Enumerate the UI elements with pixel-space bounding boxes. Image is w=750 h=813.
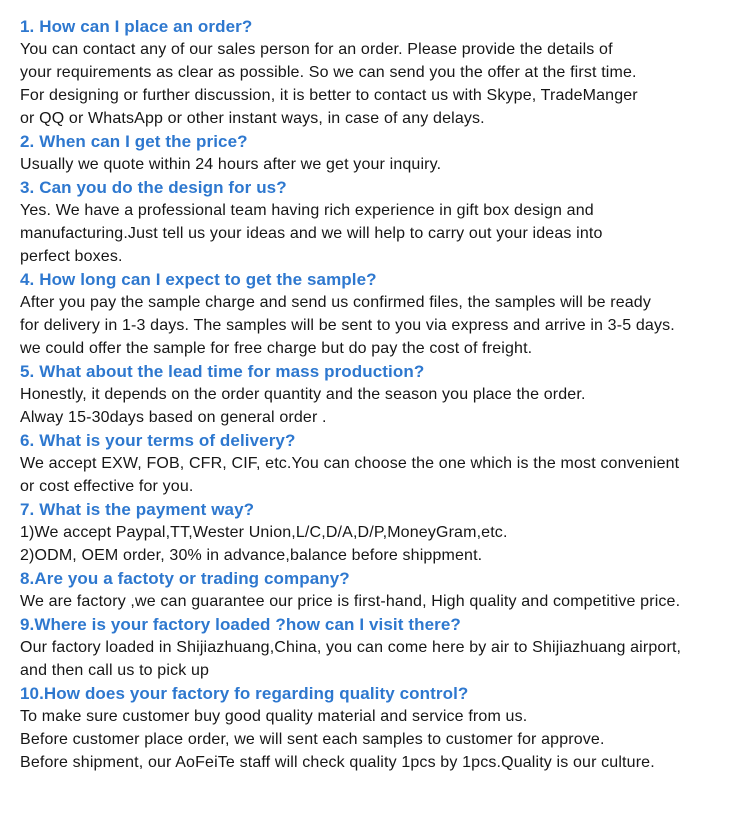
faq-answer-line: For designing or further discussion, it is better to contact us with Skype, TradeManger	[20, 87, 638, 104]
faq-answer-line: Usually we quote within 24 hours after we get your inquiry.	[20, 156, 442, 173]
faq-section	[20, 15, 750, 130]
faq-answer	[20, 153, 750, 176]
faq-answer	[20, 383, 750, 429]
faq-answer-line: perfect boxes.	[20, 248, 123, 265]
faq-answer	[20, 521, 750, 567]
faq-answer	[20, 199, 750, 268]
faq-answer	[20, 38, 750, 130]
faq-section	[20, 429, 750, 498]
faq-answer-line: we could offer the sample for free charge but do pay the cost of freight.	[20, 340, 533, 357]
faq-section	[20, 682, 750, 774]
faq-answer-line: your requirements as clear as possible. So we can send you the offer at the first time.	[20, 64, 637, 81]
faq-question: 4. How long can I expect to get the sample?	[20, 270, 377, 289]
faq-answer	[20, 452, 750, 498]
faq-question: 1. How can I place an order?	[20, 17, 253, 36]
faq-question: 6. What is your terms of delivery?	[20, 431, 296, 450]
faq-answer-line: Alway 15-30days based on general order .	[20, 409, 327, 426]
faq-question: 2. When can I get the price?	[20, 132, 248, 151]
faq-answer-line: 1)We accept Paypal,TT,Wester Union,L/C,D/A,D/P,MoneyGram,etc.	[20, 524, 508, 541]
faq-section	[20, 268, 750, 360]
faq-section	[20, 567, 750, 613]
faq-answer-line: You can contact any of our sales person for an order. Please provide the details of	[20, 41, 613, 58]
faq-question: 7. What is the payment way?	[20, 500, 255, 519]
faq-section	[20, 498, 750, 567]
faq-answer-line: manufacturing.Just tell us your ideas and we will help to carry out your ideas into	[20, 225, 603, 242]
faq-answer-line: Before shipment, our AoFeiTe staff will check quality 1pcs by 1pcs.Quality is our culture.	[20, 754, 655, 771]
faq-answer-line: Our factory loaded in Shijiazhuang,China, you can come here by air to Shijiazhuang airport,	[20, 639, 682, 656]
faq-answer	[20, 636, 750, 682]
faq-answer-line: Before customer place order, we will sent each samples to customer for approve.	[20, 731, 605, 748]
faq-answer-line: or cost effective for you.	[20, 478, 194, 495]
faq-section	[20, 360, 750, 429]
faq-answer-line: or QQ or WhatsApp or other instant ways, in case of any delays.	[20, 110, 485, 127]
faq-question: 9.Where is your factory loaded ?how can I visit there?	[20, 615, 461, 634]
faq-answer	[20, 705, 750, 774]
faq-answer-line: Yes. We have a professional team having rich experience in gift box design and	[20, 202, 594, 219]
faq-answer-line: for delivery in 1-3 days. The samples will be sent to you via express and arrive in 3-5 days.	[20, 317, 675, 334]
faq-answer-line: and then call us to pick up	[20, 662, 210, 679]
faq-question: 8.Are you a factoty or trading company?	[20, 569, 350, 588]
faq-answer-line: To make sure customer buy good quality material and service from us.	[20, 708, 528, 725]
faq-answer-line: We accept EXW, FOB, CFR, CIF, etc.You can choose the one which is the most convenient	[20, 455, 680, 472]
faq-answer-line: After you pay the sample charge and send us confirmed files, the samples will be ready	[20, 294, 652, 311]
faq-section	[20, 130, 750, 176]
faq-answer	[20, 590, 750, 613]
faq-answer-line: We are factory ,we can guarantee our price is first-hand, High quality and competitive price.	[20, 593, 681, 610]
faq-answer-line: 2)ODM, OEM order, 30% in advance,balance before shippment.	[20, 547, 483, 564]
faq-question: 5. What about the lead time for mass production?	[20, 362, 425, 381]
faq-section	[20, 613, 750, 682]
faq-question: 10.How does your factory fo regarding quality control?	[20, 684, 469, 703]
faq-answer-line: Honestly, it depends on the order quantity and the season you place the order.	[20, 386, 586, 403]
faq-answer	[20, 291, 750, 360]
faq-question: 3. Can you do the design for us?	[20, 178, 287, 197]
faq-section	[20, 176, 750, 268]
